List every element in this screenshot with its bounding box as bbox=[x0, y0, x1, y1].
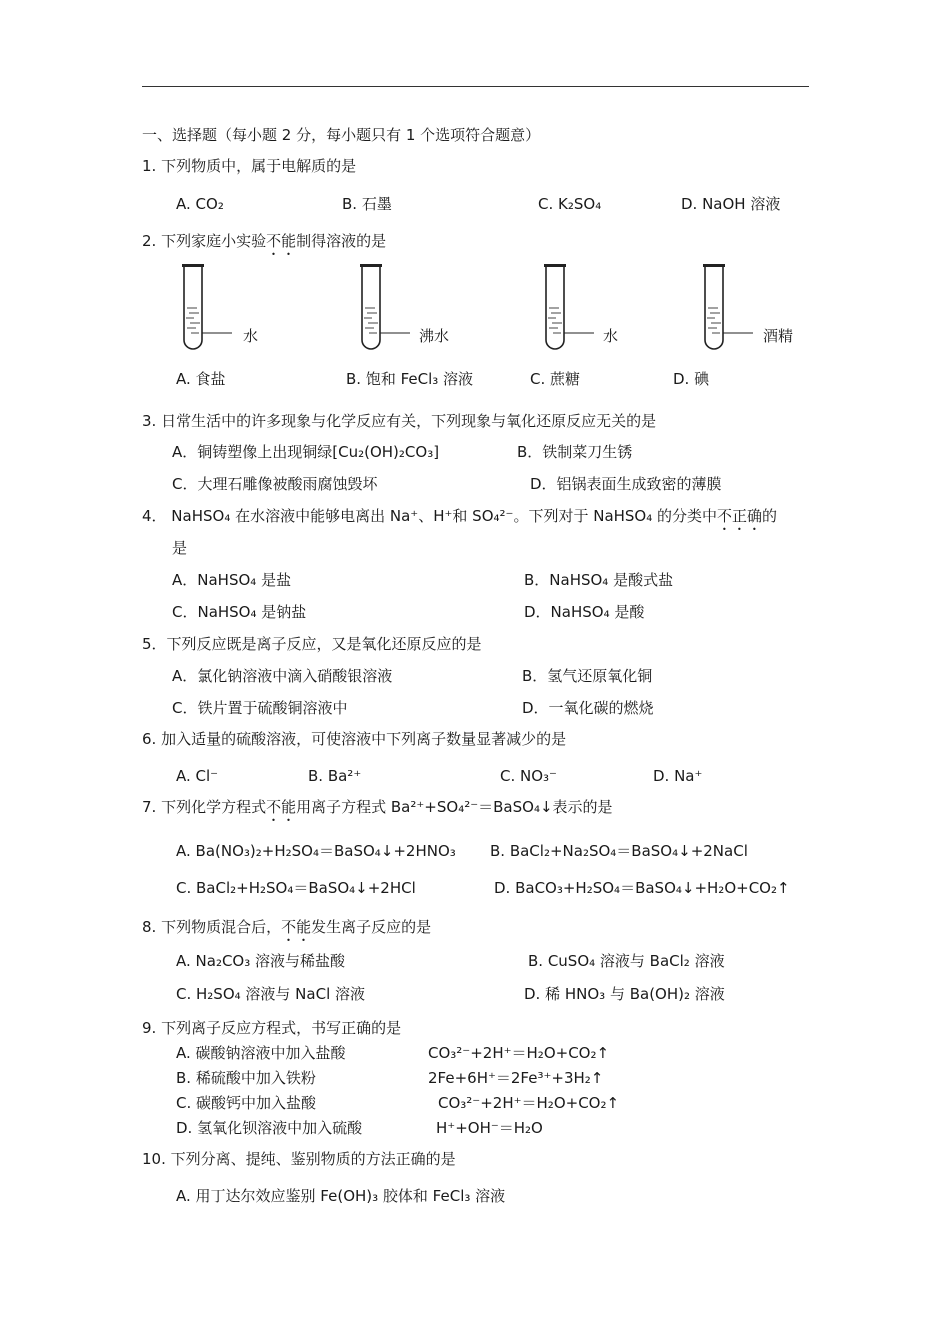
question-4-stem: 4． NaHSO₄ 在水溶液中能够电离出 Na⁺、H⁺和 SO₄²⁻。下列对于 NaHSO₄ 的分类中不正确的 bbox=[142, 507, 778, 525]
question-9-option-c: C. 碳酸钙中加入盐酸 bbox=[176, 1094, 317, 1112]
question-9-equation-a: CO₃²⁻+2H⁺＝H₂O+CO₂↑ bbox=[428, 1044, 610, 1062]
question-2-stem: 2. 下列家庭小实验不能制得溶液的是 bbox=[142, 232, 387, 250]
question-7-emphasis: 不能 bbox=[266, 798, 297, 816]
question-2-option-a: A. 食盐 bbox=[176, 370, 226, 388]
question-8-stem: 8. 下列物质混合后，不能发生离子反应的是 bbox=[142, 918, 432, 936]
question-4-option-c: C．NaHSO₄ 是钠盐 bbox=[172, 603, 307, 621]
question-8-option-c: C. H₂SO₄ 溶液与 NaCl 溶液 bbox=[176, 985, 366, 1003]
tube-b-label: 沸水 bbox=[419, 327, 450, 345]
question-6-stem: 6. 加入适量的硫酸溶液，可使溶液中下列离子数量显著减少的是 bbox=[142, 730, 567, 748]
question-6-option-b: B. Ba²⁺ bbox=[308, 767, 362, 785]
question-8-option-a: A. Na₂CO₃ 溶液与稀盐酸 bbox=[176, 952, 346, 970]
question-9-equation-d: H⁺+OH⁻＝H₂O bbox=[436, 1119, 543, 1137]
question-2-option-d: D. 碘 bbox=[673, 370, 710, 388]
question-9-equation-b: 2Fe+6H⁺＝2Fe³⁺+3H₂↑ bbox=[428, 1069, 604, 1087]
question-8-option-b: B. CuSO₄ 溶液与 BaCl₂ 溶液 bbox=[528, 952, 725, 970]
question-7-option-d: D. BaCO₃+H₂SO₄＝BaSO₄↓+H₂O+CO₂↑ bbox=[494, 879, 790, 897]
question-8-emphasis: 不能 bbox=[281, 918, 312, 936]
question-9-option-d: D. 氢氧化钡溶液中加入硫酸 bbox=[176, 1119, 363, 1137]
tube-d-label: 酒精 bbox=[763, 327, 794, 345]
question-5-stem: 5．下列反应既是离子反应，又是氧化还原反应的是 bbox=[142, 635, 482, 653]
question-1-option-d: D. NaOH 溶液 bbox=[681, 195, 781, 213]
question-10-option-a: A. 用丁达尔效应鉴别 Fe(OH)₃ 胶体和 FeCl₃ 溶液 bbox=[176, 1187, 506, 1205]
question-7-option-c: C. BaCl₂+H₂SO₄＝BaSO₄↓+2HCl bbox=[176, 879, 416, 897]
question-4-option-b: B．NaHSO₄ 是酸式盐 bbox=[524, 571, 674, 589]
question-2-emphasis: 不能 bbox=[266, 232, 297, 250]
question-5-option-a: A．氯化钠溶液中滴入硝酸银溶液 bbox=[172, 667, 393, 685]
tube-c-label: 水 bbox=[603, 327, 619, 345]
question-3-option-d: D．铝锅表面生成致密的薄膜 bbox=[530, 475, 722, 493]
header-rule bbox=[142, 86, 809, 87]
test-tube-a-diagram bbox=[182, 264, 232, 356]
test-tube-c-diagram bbox=[544, 264, 594, 356]
question-2-option-b: B. 饱和 FeCl₃ 溶液 bbox=[346, 370, 474, 388]
tube-a-label: 水 bbox=[243, 327, 259, 345]
question-3-stem: 3. 日常生活中的许多现象与化学反应有关，下列现象与氧化还原反应无关的是 bbox=[142, 412, 657, 430]
question-6-option-c: C. NO₃⁻ bbox=[500, 767, 557, 785]
question-9-stem: 9. 下列离子反应方程式，书写正确的是 bbox=[142, 1019, 402, 1037]
question-9-equation-c: CO₃²⁻+2H⁺＝H₂O+CO₂↑ bbox=[438, 1094, 620, 1112]
question-5-option-d: D．一氧化碳的燃烧 bbox=[522, 699, 654, 717]
question-8-option-d: D. 稀 HNO₃ 与 Ba(OH)₂ 溶液 bbox=[524, 985, 725, 1003]
question-4-emphasis: 不正确 bbox=[717, 507, 763, 525]
question-4-option-a: A．NaHSO₄ 是盐 bbox=[172, 571, 292, 589]
question-2-option-c: C. 蔗糖 bbox=[530, 370, 581, 388]
question-3-option-c: C．大理石雕像被酸雨腐蚀毁坏 bbox=[172, 475, 378, 493]
question-1-option-c: C. K₂SO₄ bbox=[538, 195, 602, 213]
question-3-option-b: B．铁制菜刀生锈 bbox=[517, 443, 633, 461]
question-5-option-b: B．氢气还原氧化铜 bbox=[522, 667, 653, 685]
question-7-option-a: A. Ba(NO₃)₂+H₂SO₄＝BaSO₄↓+2HNO₃ bbox=[176, 842, 456, 860]
question-4-stem-line-2: 是 bbox=[172, 539, 188, 557]
question-9-option-a: A. 碳酸钠溶液中加入盐酸 bbox=[176, 1044, 346, 1062]
question-1-option-a: A. CO₂ bbox=[176, 195, 224, 213]
question-5-option-c: C．铁片置于硫酸铜溶液中 bbox=[172, 699, 348, 717]
question-7-option-b: B. BaCl₂+Na₂SO₄＝BaSO₄↓+2NaCl bbox=[490, 842, 748, 860]
test-tube-d-diagram bbox=[703, 264, 753, 356]
question-6-option-d: D. Na⁺ bbox=[653, 767, 703, 785]
question-10-stem: 10. 下列分离、提纯、鉴别物质的方法正确的是 bbox=[142, 1150, 456, 1168]
question-3-option-a: A．铜铸塑像上出现铜绿[Cu₂(OH)₂CO₃] bbox=[172, 443, 440, 461]
question-1-option-b: B. 石墨 bbox=[342, 195, 392, 213]
question-4-option-d: D．NaHSO₄ 是酸 bbox=[524, 603, 645, 621]
question-7-stem: 7. 下列化学方程式不能用离子方程式 Ba²⁺+SO₄²⁻＝BaSO₄↓表示的是 bbox=[142, 798, 613, 816]
question-9-option-b: B. 稀硫酸中加入铁粉 bbox=[176, 1069, 316, 1087]
section-title: 一、选择题（每小题 2 分，每小题只有 1 个选项符合题意） bbox=[142, 126, 541, 144]
test-tube-b-diagram bbox=[360, 264, 410, 356]
question-1-stem: 1. 下列物质中，属于电解质的是 bbox=[142, 157, 357, 175]
question-6-option-a: A. Cl⁻ bbox=[176, 767, 219, 785]
